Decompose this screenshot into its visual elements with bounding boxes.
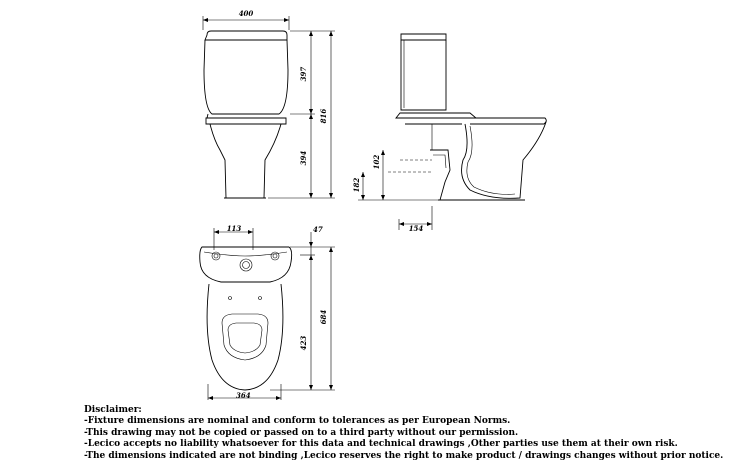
dim-outlet-height-a: 102 [372, 154, 381, 170]
disclaimer-line: -This drawing may not be copied or passed on to a third party without our permission. [84, 427, 519, 438]
dim-total-height: 816 [319, 108, 328, 124]
dim-side-offset: 154 [408, 224, 424, 233]
dim-overall-length: 684 [319, 309, 328, 325]
front-view [203, 9, 335, 198]
dim-front-width: 400 [238, 9, 254, 18]
dim-bottom-width: 364 [236, 391, 251, 400]
disclaimer-line: -The dimensions indicated are not binding ,Lecico reserves the right to make product / drawings changes without prior notice. [84, 450, 724, 461]
dim-tank-height: 397 [299, 66, 308, 82]
disclaimer [84, 405, 744, 462]
dim-bowl-height: 394 [299, 150, 308, 166]
dim-top-depth: 113 [226, 224, 242, 233]
disclaimer-line: -Lecico accepts no liability whatsoever for this data and technical drawings ,Other parties use them at their own risk. [84, 439, 678, 450]
dim-top-offset: 47 [313, 225, 323, 234]
dim-outlet-height-b: 182 [352, 177, 361, 193]
top-view [200, 224, 335, 400]
dim-bowl-length: 423 [299, 335, 308, 351]
disclaimer-line: -Fixture dimensions are nominal and conform to tolerances as per European Norms. [84, 416, 511, 427]
disclaimer-title: Disclaimer: [84, 405, 142, 415]
side-view [352, 34, 546, 233]
